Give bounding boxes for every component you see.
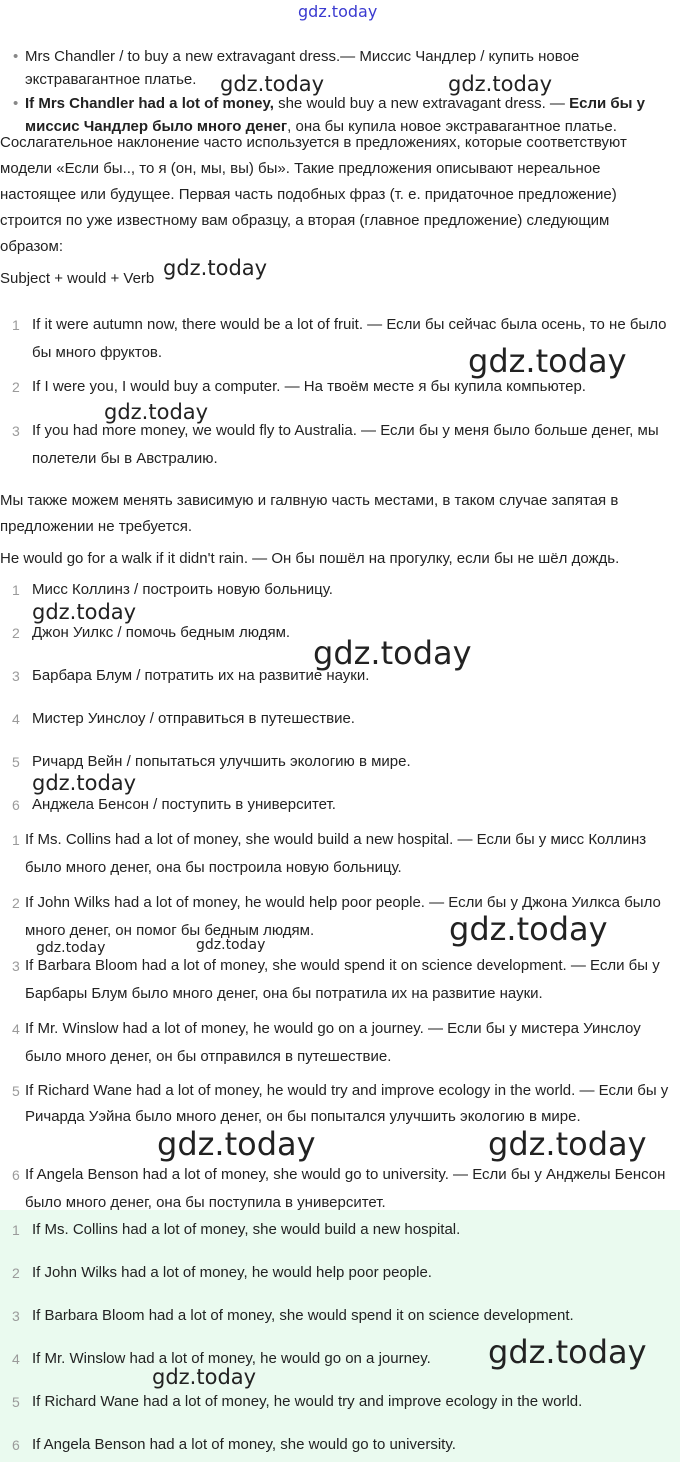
bullet-text: Mrs Chandler / to buy a new extravagant dress.— Миссис Чандлер / купить новое экстравагантное платье. bbox=[25, 48, 580, 88]
answer-tr-number: 6 bbox=[12, 1167, 20, 1183]
watermark: gdz.today bbox=[313, 634, 472, 672]
answer-number: 4 bbox=[12, 1351, 20, 1367]
answer-item bbox=[0, 1388, 680, 1416]
intro-paragraph: Сослагательное наклонение часто используется в предложениях, которые соответствуют модели «Если бы.., то я (он, мы, вы) бы». Такие предложения описывают нереальное настоящее или будущее. Первая часть подобных фраз (т. е. придаточное предложение) строится по уже известному вам образцу, а вторая (главное предложение) следующим образом: bbox=[0, 134, 627, 255]
task-number: 3 bbox=[12, 668, 20, 684]
answer-tr-number: 2 bbox=[12, 895, 20, 911]
answer-item bbox=[0, 1302, 680, 1330]
bullet-bold-en: If Mrs Chandler had a lot of money, bbox=[25, 95, 274, 112]
task-number: 2 bbox=[12, 625, 20, 641]
watermark: gdz.today bbox=[488, 1125, 647, 1163]
task-text: Ричард Вейн / попытаться улучшить экологию в мире. bbox=[32, 753, 411, 770]
example-text: If it were autumn now, there would be a lot of fruit. — Если бы сейчас была осень, то не было бы много фруктов. bbox=[32, 316, 667, 361]
watermark: gdz.today bbox=[488, 1333, 647, 1371]
answer-item bbox=[0, 1431, 680, 1459]
answer-number: 3 bbox=[12, 1308, 20, 1324]
task-text: Мистер Уинслоу / отправиться в путешествие. bbox=[32, 710, 355, 727]
example-text: If you had more money, we would fly to Australia. — Если бы у меня было больше денег, мы полетели бы в Австралию. bbox=[32, 422, 659, 467]
task-number: 6 bbox=[12, 797, 20, 813]
answer-tr-number: 3 bbox=[12, 958, 20, 974]
task-text: Анджела Бенсон / поступить в университет. bbox=[32, 796, 336, 813]
answer-item bbox=[0, 1259, 680, 1287]
formula: Subject + would + Verb bbox=[0, 270, 155, 287]
watermark: gdz.today bbox=[152, 1365, 257, 1389]
watermark: gdz.today bbox=[449, 910, 608, 948]
answer-text: If Ms. Collins had a lot of money, she would build a new hospital. bbox=[32, 1221, 461, 1238]
bullet-tail: , она бы купила новое экстравагантное платье. bbox=[287, 118, 617, 135]
answer-text: If Mr. Winslow had a lot of money, he would go on a journey. bbox=[32, 1350, 431, 1367]
watermark: gdz.today bbox=[157, 1125, 316, 1163]
answer-number: 5 bbox=[12, 1394, 20, 1410]
watermark: gdz.today bbox=[220, 72, 325, 96]
note-example: He would go for a walk if it didn't rain. — Он бы пошёл на прогулку, если бы не шёл дождь. bbox=[0, 550, 620, 567]
bullet-mid: she would buy a new extravagant dress. — bbox=[273, 95, 570, 112]
watermark: gdz.today bbox=[163, 256, 268, 280]
answer-tr-text: If Barbara Bloom had a lot of money, she would spend it on science development. — Если бы у Барбары Блум было много денег, она бы потратила их на развитие науки. bbox=[25, 957, 660, 1002]
answer-number: 2 bbox=[12, 1265, 20, 1281]
task-number: 4 bbox=[12, 711, 20, 727]
answer-tr-item bbox=[0, 1078, 680, 1130]
answer-tr-item bbox=[0, 1015, 680, 1071]
task-text: Джон Уилкс / помочь бедным людям. bbox=[32, 624, 291, 641]
answer-tr-item bbox=[0, 826, 680, 882]
answer-tr-number: 1 bbox=[12, 832, 20, 848]
answer-tr-text: If Angela Benson had a lot of money, she would go to university. — Если бы у Анджелы Бенсон было много денег, она бы поступила в университет. bbox=[25, 1166, 666, 1211]
example-number: 3 bbox=[12, 423, 20, 439]
bullet-bold-ru: Если бы у миссис Чандлер было много денег bbox=[25, 95, 645, 135]
watermark: gdz.today bbox=[32, 600, 137, 624]
answer-tr-item bbox=[0, 952, 680, 1008]
answer-text: If Richard Wane had a lot of money, he would try and improve ecology in the world. bbox=[32, 1393, 583, 1410]
task-text: Барбара Блум / потратить их на развитие науки. bbox=[32, 667, 370, 684]
answer-number: 1 bbox=[12, 1222, 20, 1238]
watermark: gdz.today bbox=[448, 72, 553, 96]
task-text: Мисс Коллинз / построить новую больницу. bbox=[32, 581, 333, 598]
watermark: gdz.today bbox=[36, 940, 106, 956]
watermark: gdz.today bbox=[32, 771, 137, 795]
example-text: If I were you, I would buy a computer. — На твоём месте я бы купила компьютер. bbox=[32, 378, 586, 395]
answer-number: 6 bbox=[12, 1437, 20, 1453]
watermark: gdz.today bbox=[468, 342, 627, 380]
watermark-top: gdz.today bbox=[298, 2, 378, 21]
bullet-item bbox=[0, 45, 678, 91]
watermark: gdz.today bbox=[104, 400, 209, 424]
example-item bbox=[0, 417, 680, 473]
answer-tr-text: If Mr. Winslow had a lot of money, he would go on a journey. — Если бы у мистера Уинслоу было много денег, он бы отправился в путешествие. bbox=[25, 1020, 641, 1065]
answer-text: If Angela Benson had a lot of money, she would go to university. bbox=[32, 1436, 456, 1453]
bullet-dot-icon: • bbox=[13, 95, 19, 112]
watermark: gdz.today bbox=[196, 937, 266, 953]
answer-tr-text: If Ms. Collins had a lot of money, she would build a new hospital. — Если бы у мисс Коллинз было много денег, она бы построила новую больницу. bbox=[25, 831, 647, 876]
task-item bbox=[0, 705, 680, 733]
answer-item bbox=[0, 1216, 680, 1244]
answer-tr-number: 5 bbox=[12, 1083, 20, 1099]
bullet-dot-icon: • bbox=[13, 48, 19, 65]
answer-tr-number: 4 bbox=[12, 1021, 20, 1037]
note-paragraph: Мы также можем менять зависимую и галвную часть местами, в таком случае запятая в предложении не требуется. bbox=[0, 492, 619, 535]
example-number: 2 bbox=[12, 379, 20, 395]
task-number: 5 bbox=[12, 754, 20, 770]
answer-tr-text: If John Wilks had a lot of money, he would help poor people. — Если бы у Джона Уилкса было много денег, он помог бы бедным людям. bbox=[25, 894, 661, 939]
task-item bbox=[0, 791, 680, 819]
answer-text: If Barbara Bloom had a lot of money, she would spend it on science development. bbox=[32, 1307, 574, 1324]
answer-tr-item bbox=[0, 1161, 680, 1217]
answer-text: If John Wilks had a lot of money, he would help poor people. bbox=[32, 1264, 432, 1281]
example-number: 1 bbox=[12, 317, 20, 333]
answer-tr-text: If Richard Wane had a lot of money, he would try and improve ecology in the world. — Если бы у Ричарда Уэйна было много денег, он бы попытался улучшить экологию в мире. bbox=[25, 1082, 669, 1125]
task-number: 1 bbox=[12, 582, 20, 598]
